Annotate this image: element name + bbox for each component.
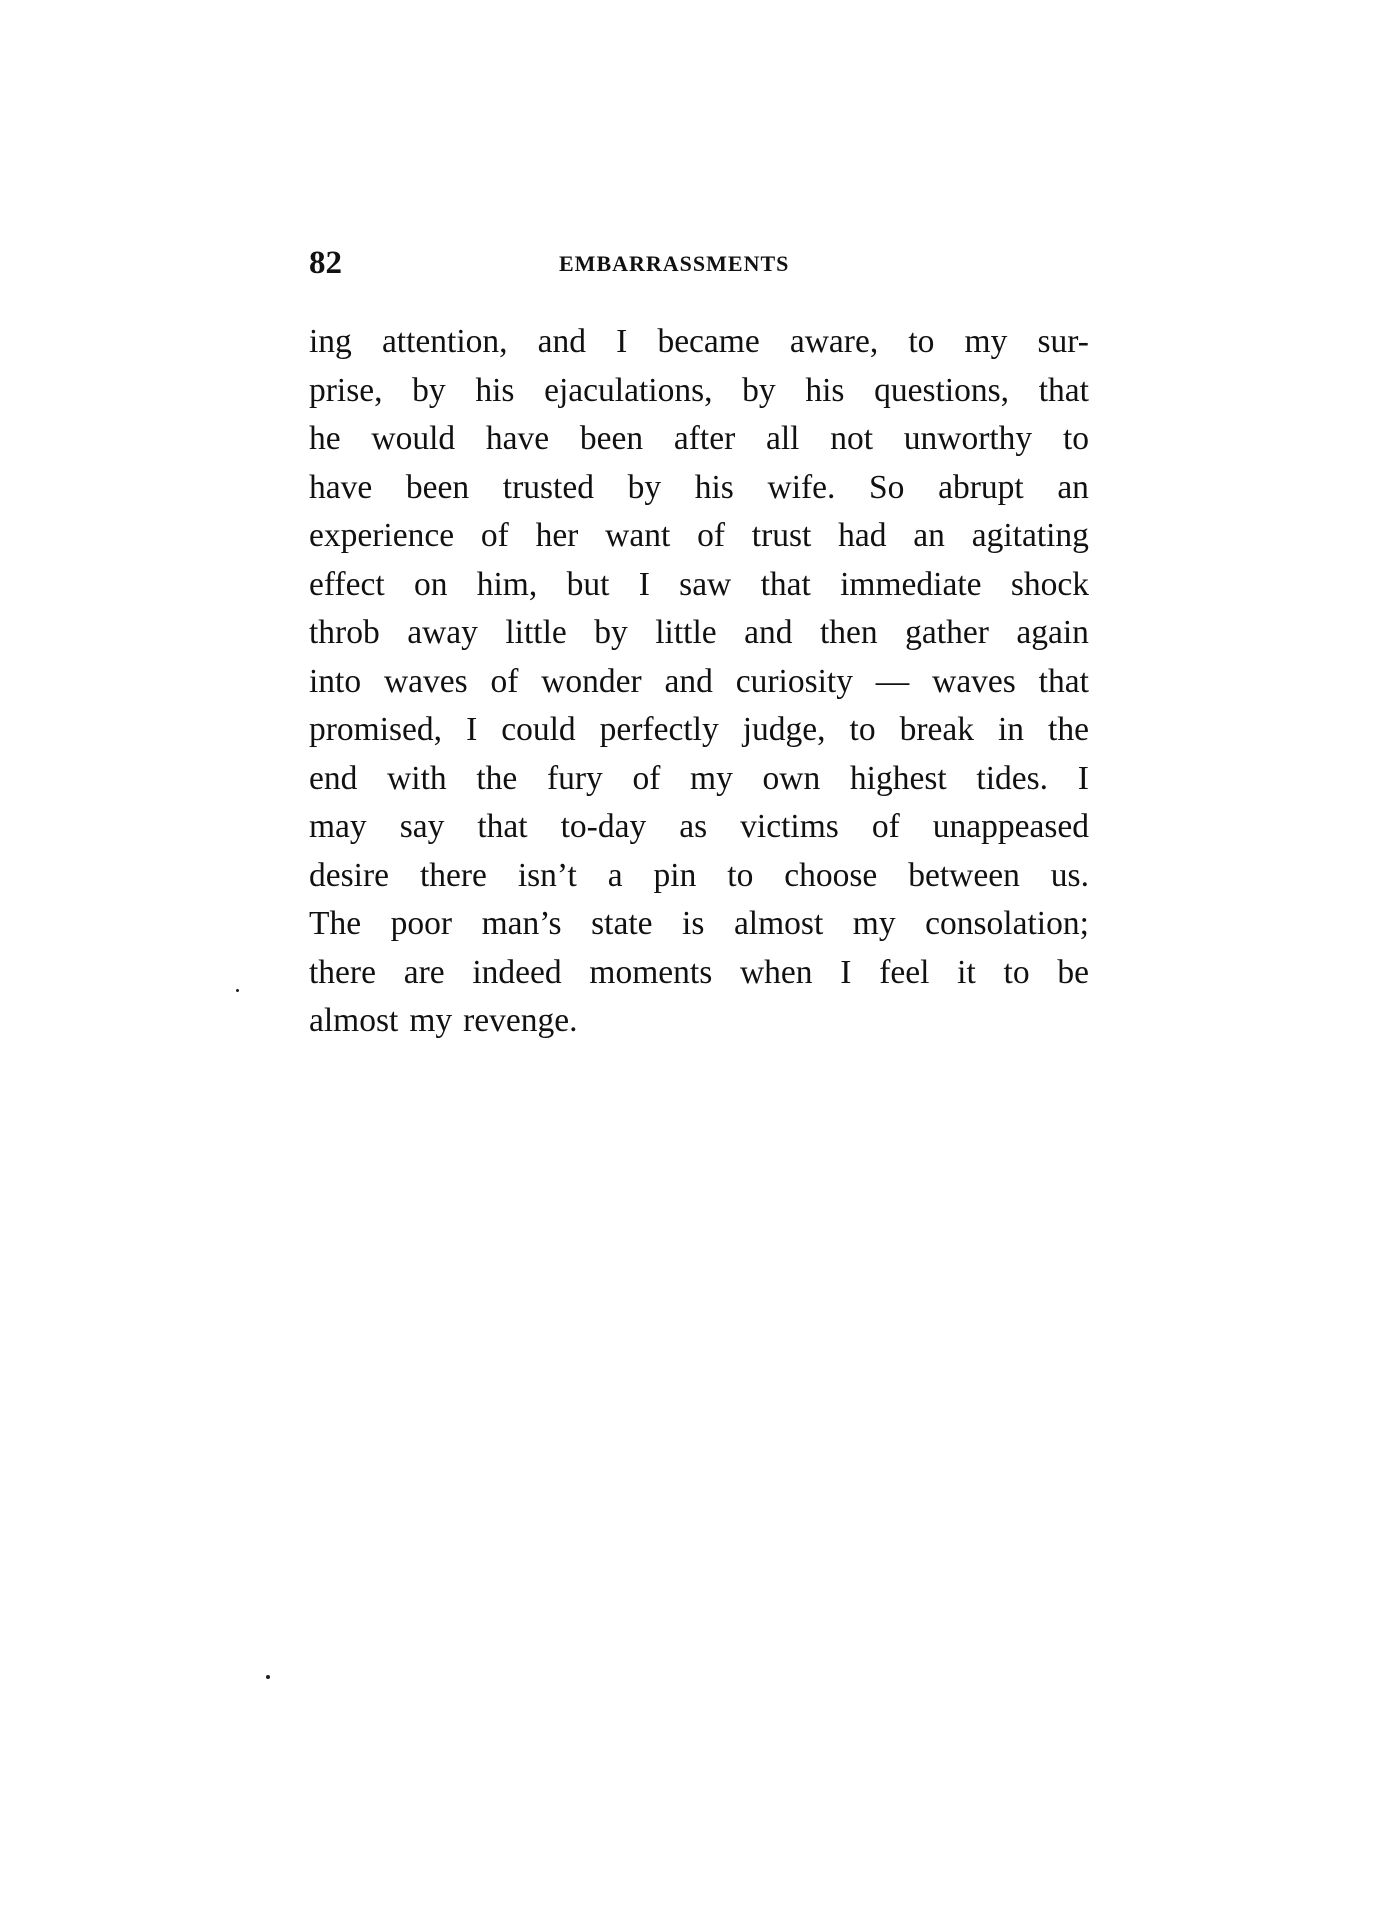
text-line: there are indeed moments when I feel it to be xyxy=(309,953,1089,991)
body-text xyxy=(309,318,1089,1046)
text-line: desire there isn’t a pin to choose between us. xyxy=(309,856,1089,894)
text-line: effect on him, but I saw that immediate shock xyxy=(309,565,1089,603)
text-line: throb away little by little and then gather again xyxy=(309,614,1089,651)
running-head xyxy=(309,245,1089,285)
text-line: ing attention, and I became aware, to my sur- xyxy=(309,323,1089,360)
text-line: he would have been after all not unworthy to xyxy=(309,420,1089,457)
running-title: EMBARRASSMENTS xyxy=(559,251,790,276)
print-speck xyxy=(236,989,239,992)
text-line: into waves of wonder and curiosity — waves that xyxy=(309,662,1089,700)
text-line: promised, I could perfectly judge, to break in the xyxy=(309,711,1089,748)
text-line: may say that to-day as victims of unappeased xyxy=(309,808,1089,845)
text-line: end with the fury of my own highest tides. I xyxy=(309,759,1089,797)
text-line: almost my revenge. xyxy=(309,1002,578,1039)
print-speck xyxy=(266,1675,270,1679)
text-line: experience of her want of trust had an agitating xyxy=(309,517,1089,554)
page-number: 82 xyxy=(309,245,342,281)
text-line: prise, by his ejaculations, by his questions, that xyxy=(309,371,1089,409)
text-line: The poor man’s state is almost my consolation; xyxy=(309,905,1089,942)
text-line: have been trusted by his wife. So abrupt an xyxy=(309,468,1089,506)
